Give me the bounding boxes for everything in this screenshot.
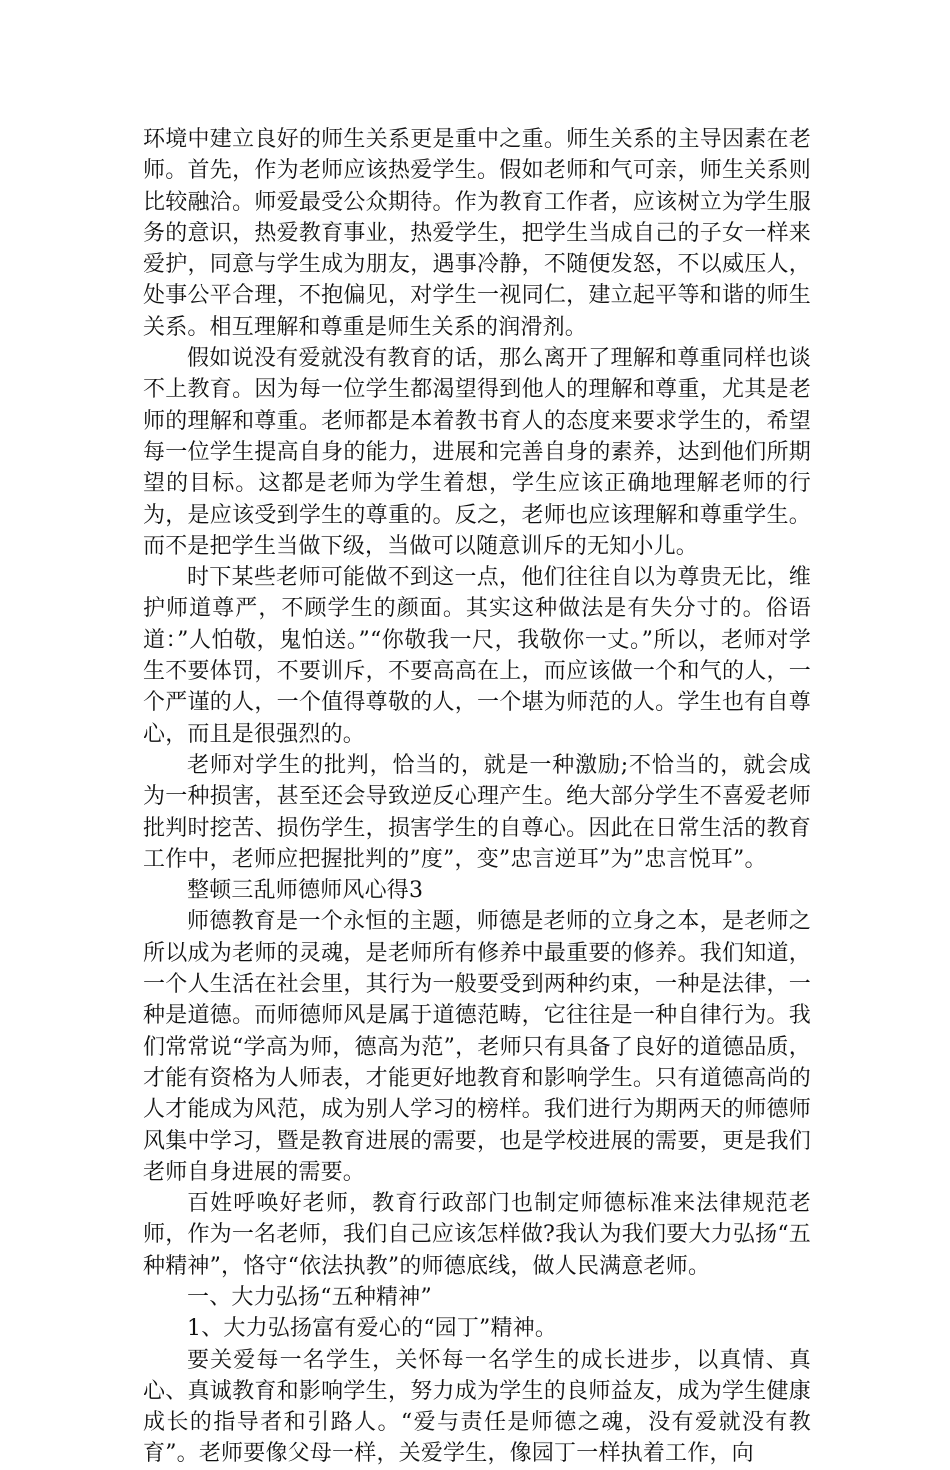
paragraph: 环境中建立良好的师生关系更是重中之重。师生关系的主导因素在老师。首先，作为老师应该热爱学生。假如老师和气可亲，师生关系则比较融洽。师爱最受公众期待。作为教育工作者，应该树立为学生服务的意识，热爱教育事业，热爱学生，把学生当成自己的子女一样来爱护，同意与学生成为朋友，遇事冷静，不随便发怒，不以威压人，处事公平合理，不抱偏见，对学生一视同仁，建立起平等和谐的师生关系。相互理解和尊重是师生关系的润滑剂。 [143,127,811,340]
paragraph: 老师对学生的批判，恰当的，就是一种激励;不恰当的，就会成为一种损害，甚至还会导致逆反心理产生。绝大部分学生不喜爱老师批判时挖苦、损伤学生，损害学生的自尊心。因此在日常生活的教育工作中，老师应把握批判的”度”，变”忠言逆耳”为”忠言悦耳”。 [143,752,811,872]
paragraph: 百姓呼唤好老师，教育行政部门也制定师德标准来法律规范老师，作为一名老师，我们自己应该怎样做?我认为我们要大力弘扬“五种精神”，恪守“依法执教”的师德底线，做人民满意老师。 [143,1191,811,1279]
subheading: 一、大力弘扬“五种精神” [187,1284,432,1310]
paragraph: 假如说没有爱就没有教育的话，那么离开了理解和尊重同样也谈不上教育。因为每一位学生都渴望得到他人的理解和尊重，尤其是老师的理解和尊重。老师都是本着教书育人的态度来要求学生的，希望每一位学生提高自身的能力，进展和完善自身的素养，达到他们所期望的目标。这都是老师为学生着想，学生应该正确地理解老师的行为，是应该受到学生的尊重的。反之，老师也应该理解和尊重学生。而不是把学生当做下级，当做可以随意训斥的无知小儿。 [143,346,811,559]
section-heading: 整顿三乱师德师风心得3 [187,878,424,904]
paragraph: 要关爱每一名学生，关怀每一名学生的成长进步，以真情、真心、真诚教育和影响学生，努力成为学生的良师益友，成为学生健康成长的指导者和引路人。“爱与责任是师德之魂，没有爱就没有教育”。老师要像父母一样，关爱学生，像园丁一样执着工作，向 [143,1347,811,1467]
paragraph: 时下某些老师可能做不到这一点，他们往往自以为尊贵无比，维护师道尊严，不顾学生的颜面。其实这种做法是有失分寸的。俗语道：”人怕敬，鬼怕送。”“你敬我一尺，我敬你一丈。”所以，老师对学生不要体罚，不要训斥，不要高高在上，而应该做一个和气的人，一个严谨的人，一个值得尊敬的人，一个堪为师范的人。学生也有自尊心，而且是很强烈的。 [143,565,811,747]
subheading: 1、大力弘扬富有爱心的“园丁”精神。 [187,1316,558,1342]
document-page [143,124,811,1470]
paragraph: 师德教育是一个永恒的主题，师德是老师的立身之本，是老师之所以成为老师的灵魂，是老师所有修养中最重要的修养。我们知道，一个人生活在社会里，其行为一般要受到两种约束，一种是法律，一种是道德。而师德师风是属于道德范畴，它往往是一种自律行为。我们常常说“学高为师，德高为范”，老师只有具备了良好的道德品质，才能有资格为人师表，才能更好地教育和影响学生。只有道德高尚的人才能成为风范，成为别人学习的榜样。我们进行为期两天的师德师风集中学习，暨是教育进展的需要，也是学校进展的需要，更是我们老师自身进展的需要。 [143,909,811,1185]
